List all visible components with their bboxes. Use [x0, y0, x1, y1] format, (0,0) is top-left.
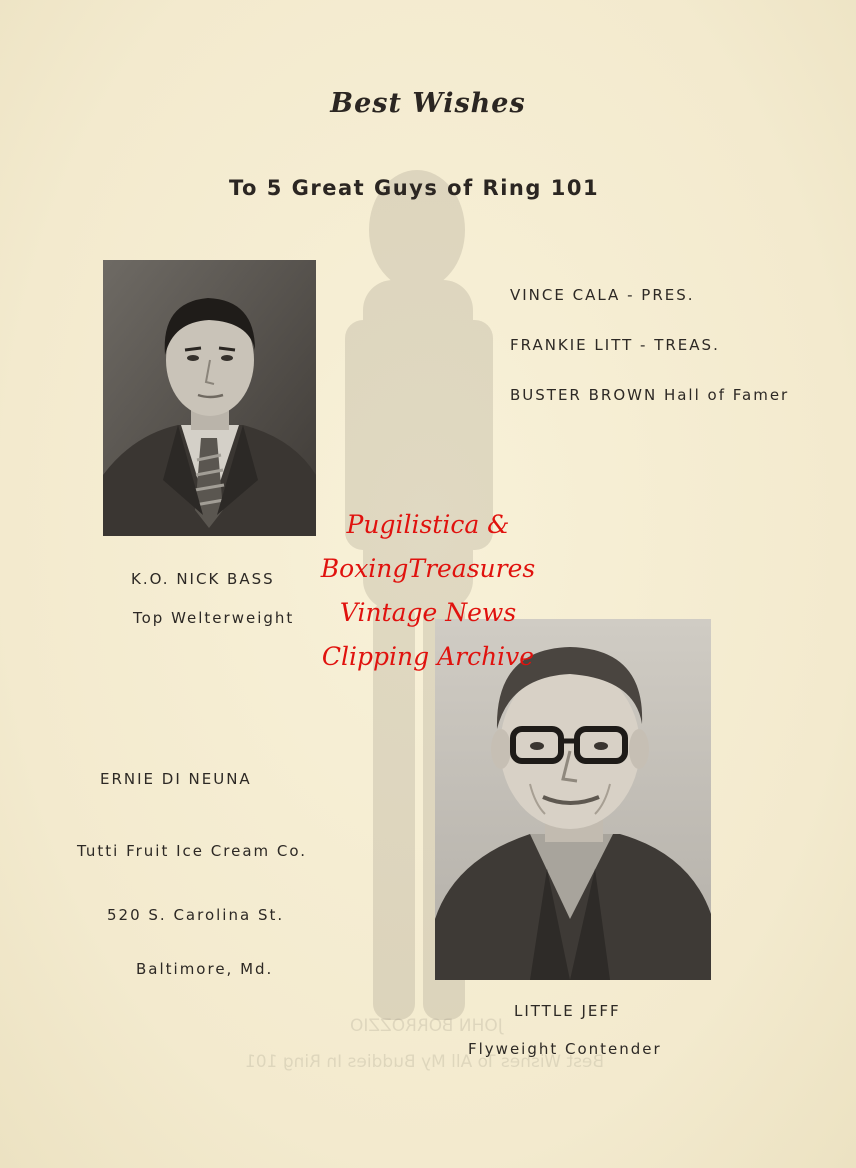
sponsor-city: Baltimore, Md.: [136, 960, 274, 978]
officer-treasurer: FRANKIE LITT - TREAS.: [510, 336, 720, 354]
portrait-photo-nick-bass: [103, 260, 316, 536]
page-subheading: To 5 Great Guys of Ring 101: [228, 176, 600, 200]
nick-bass-title: Top Welterweight: [133, 609, 295, 627]
sponsor-address: 520 S. Carolina St.: [107, 906, 285, 924]
little-jeff-name: LITTLE JEFF: [514, 1002, 621, 1020]
page-heading: Best Wishes: [330, 88, 526, 119]
watermark-line-4: Clipping Archive: [321, 642, 535, 671]
bleedthrough-line-2: Best Wishes To All My Buddies In Ring 101: [245, 1052, 605, 1072]
archive-watermark: [300, 503, 556, 679]
watermark-line-2: BoxingTreasures: [320, 554, 536, 583]
bleedthrough-line-1: JOHN BORROZZIO: [350, 1016, 503, 1036]
officer-hall-of-famer: BUSTER BROWN Hall of Famer: [510, 386, 790, 404]
sponsor-company: Tutti Fruit Ice Cream Co.: [77, 842, 308, 860]
little-jeff-title: Flyweight Contender: [468, 1040, 662, 1058]
watermark-line-1: Pugilistica &: [346, 510, 510, 539]
officer-president: VINCE CALA - PRES.: [510, 286, 695, 304]
sponsor-name: ERNIE DI NEUNA: [100, 770, 252, 788]
watermark-line-3: Vintage News: [339, 598, 517, 627]
nick-bass-name: K.O. NICK BASS: [131, 570, 275, 588]
